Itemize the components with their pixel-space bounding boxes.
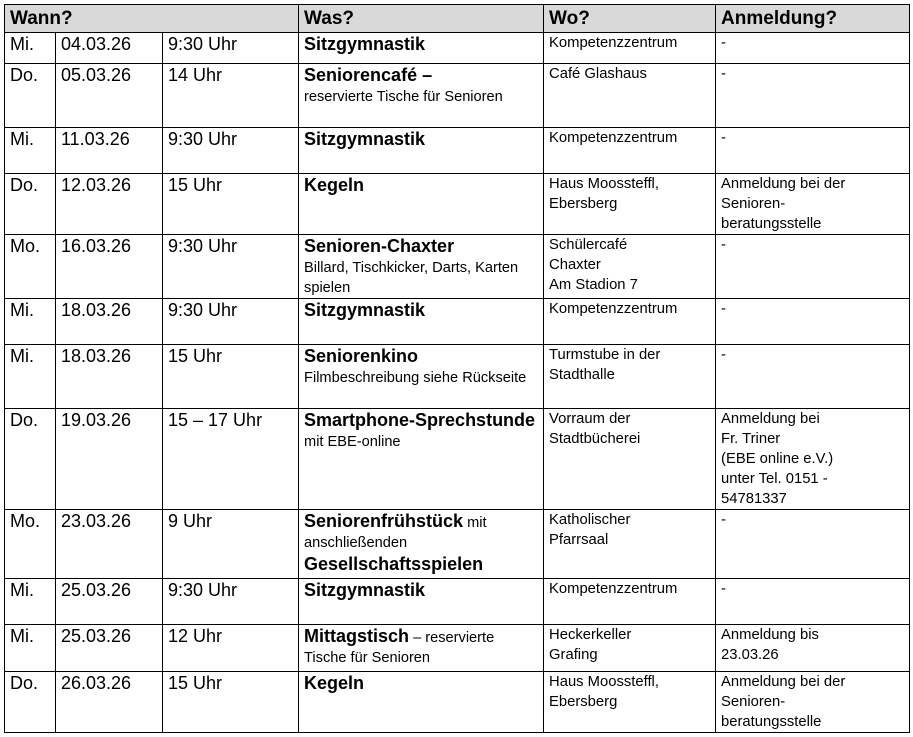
event-title-line [304, 510, 538, 533]
location-line: Kompetenzzentrum [549, 301, 678, 317]
registration-line: Fr. Triner [721, 431, 781, 447]
row-date: 18.03.26 [56, 345, 163, 409]
row-event [299, 299, 544, 345]
location-line: Kompetenzzentrum [549, 35, 678, 51]
row-event [299, 510, 544, 579]
event-title: Kegeln [304, 175, 365, 195]
table-row [5, 235, 910, 299]
row-day: Mi. [5, 299, 56, 345]
table-row [5, 128, 910, 174]
event-title-suffix: mit [463, 515, 487, 531]
event-title-line [304, 299, 538, 322]
event-detail: mit EBE-online [304, 434, 401, 450]
row-event [299, 128, 544, 174]
row-time: 15 Uhr [163, 345, 299, 409]
row-date: 12.03.26 [56, 174, 163, 235]
location-line: Ebersberg [549, 694, 618, 710]
location-line: Kompetenzzentrum [549, 130, 678, 146]
row-time: 9:30 Uhr [163, 579, 299, 625]
row-date: 25.03.26 [56, 579, 163, 625]
event-title-line [304, 64, 538, 87]
row-day: Mi. [5, 625, 56, 672]
row-time: 9:30 Uhr [163, 33, 299, 64]
row-event [299, 345, 544, 409]
row-registration [716, 345, 910, 409]
location-line: Heckerkeller [549, 627, 632, 643]
row-location [544, 174, 716, 235]
row-location [544, 672, 716, 733]
table-row [5, 409, 910, 510]
event-title: Seniorenkino [304, 346, 419, 366]
location-line: Turmstube in der [549, 347, 661, 363]
event-title-line [304, 174, 538, 197]
row-time: 14 Uhr [163, 64, 299, 128]
registration-line: - [721, 66, 726, 82]
registration-line: - [721, 130, 726, 146]
registration-line: - [721, 301, 726, 317]
row-day: Mi. [5, 579, 56, 625]
location-line: Chaxter [549, 257, 601, 273]
row-registration [716, 672, 910, 733]
event-title-continued: Gesellschaftsspielen [304, 554, 484, 574]
row-registration [716, 33, 910, 64]
location-line: Stadtbücherei [549, 431, 641, 447]
row-location [544, 625, 716, 672]
event-title-line [304, 345, 538, 368]
table-row [5, 345, 910, 409]
event-detail: reservierte Tische für Senioren [304, 89, 503, 105]
event-title-line [304, 579, 538, 602]
registration-line: unter Tel. 0151 - [721, 471, 828, 487]
registration-line: Anmeldung bei der [721, 674, 846, 690]
row-day: Mo. [5, 235, 56, 299]
row-date: 26.03.26 [56, 672, 163, 733]
location-line: Katholischer [549, 512, 631, 528]
table-row [5, 672, 910, 733]
location-line: Haus Moossteffl, [549, 674, 659, 690]
registration-line: beratungsstelle [721, 714, 822, 730]
location-line: Haus Moossteffl, [549, 176, 659, 192]
row-registration [716, 128, 910, 174]
table-row [5, 174, 910, 235]
registration-line: 54781337 [721, 491, 787, 507]
registration-line: - [721, 237, 726, 253]
event-detail: Tische für Senioren [304, 650, 431, 666]
header-where: Wo? [544, 5, 716, 33]
row-location [544, 64, 716, 128]
row-day: Mi. [5, 345, 56, 409]
event-title: Kegeln [304, 673, 365, 693]
row-location [544, 510, 716, 579]
location-line: Pfarrsaal [549, 532, 609, 548]
location-line: Stadthalle [549, 367, 615, 383]
location-line: Grafing [549, 647, 598, 663]
event-detail: anschließenden [304, 535, 408, 551]
row-event [299, 235, 544, 299]
registration-line: Anmeldung bis [721, 627, 819, 643]
event-title-line [304, 33, 538, 56]
event-title: Sitzgymnastik [304, 129, 426, 149]
registration-line: - [721, 581, 726, 597]
row-registration [716, 625, 910, 672]
event-title-line [304, 128, 538, 151]
registration-line: Senioren- [721, 694, 786, 710]
event-title: Sitzgymnastik [304, 34, 426, 54]
registration-line: 23.03.26 [721, 647, 779, 663]
event-title-suffix: – reservierte [409, 630, 495, 646]
row-date: 19.03.26 [56, 409, 163, 510]
event-title-line [304, 235, 538, 258]
row-time: 9 Uhr [163, 510, 299, 579]
row-date: 05.03.26 [56, 64, 163, 128]
row-time: 15 – 17 Uhr [163, 409, 299, 510]
table-row [5, 64, 910, 128]
table-row [5, 579, 910, 625]
row-date: 23.03.26 [56, 510, 163, 579]
row-time: 12 Uhr [163, 625, 299, 672]
header-row [5, 5, 910, 33]
row-date: 16.03.26 [56, 235, 163, 299]
location-line: Ebersberg [549, 196, 618, 212]
table-row [5, 625, 910, 672]
registration-line: Anmeldung bei der [721, 176, 846, 192]
event-title: Sitzgymnastik [304, 300, 426, 320]
row-event [299, 409, 544, 510]
registration-line: Anmeldung bei [721, 411, 820, 427]
registration-line: beratungsstelle [721, 216, 822, 232]
row-time: 9:30 Uhr [163, 299, 299, 345]
event-title: Sitzgymnastik [304, 580, 426, 600]
row-registration [716, 510, 910, 579]
row-day: Do. [5, 672, 56, 733]
row-time: 15 Uhr [163, 672, 299, 733]
event-detail: Filmbeschreibung siehe Rückseite [304, 370, 527, 386]
event-title-line [304, 409, 538, 432]
header-what: Was? [299, 5, 544, 33]
row-location [544, 128, 716, 174]
row-time: 9:30 Uhr [163, 128, 299, 174]
row-time: 15 Uhr [163, 174, 299, 235]
row-registration [716, 409, 910, 510]
row-day: Do. [5, 174, 56, 235]
row-registration [716, 235, 910, 299]
row-date: 11.03.26 [56, 128, 163, 174]
event-title: Senioren-Chaxter [304, 236, 455, 256]
row-event [299, 672, 544, 733]
row-event [299, 625, 544, 672]
row-day: Do. [5, 409, 56, 510]
row-date: 04.03.26 [56, 33, 163, 64]
row-event [299, 33, 544, 64]
row-day: Mi. [5, 128, 56, 174]
location-line: Schülercafé [549, 237, 628, 253]
row-event [299, 174, 544, 235]
row-date: 18.03.26 [56, 299, 163, 345]
row-location [544, 235, 716, 299]
row-event [299, 579, 544, 625]
table-row [5, 510, 910, 579]
row-registration [716, 579, 910, 625]
event-title-line [304, 672, 538, 695]
table-row [5, 33, 910, 64]
row-time: 9:30 Uhr [163, 235, 299, 299]
registration-line: - [721, 35, 726, 51]
event-detail: Billard, Tischkicker, Darts, Karten spielen [304, 260, 519, 296]
row-location [544, 579, 716, 625]
location-line: Vorraum der [549, 411, 631, 427]
row-day: Mo. [5, 510, 56, 579]
event-title-suffix: – [417, 65, 433, 85]
header-registration: Anmeldung? [716, 5, 910, 33]
registration-line: - [721, 347, 726, 363]
row-location [544, 299, 716, 345]
row-location [544, 33, 716, 64]
registration-line: - [721, 512, 726, 528]
row-location [544, 345, 716, 409]
schedule-table [4, 4, 910, 733]
table-row [5, 299, 910, 345]
row-day: Do. [5, 64, 56, 128]
row-registration [716, 64, 910, 128]
location-line: Am Stadion 7 [549, 277, 638, 293]
header-when: Wann? [5, 5, 299, 33]
row-registration [716, 299, 910, 345]
event-title: Mittagstisch [304, 626, 410, 646]
event-title: Smartphone-Sprechstunde [304, 410, 536, 430]
event-title-line [304, 625, 538, 648]
location-line: Kompetenzzentrum [549, 581, 678, 597]
registration-line: Senioren- [721, 196, 786, 212]
row-location [544, 409, 716, 510]
location-line: Café Glashaus [549, 66, 647, 82]
row-date: 25.03.26 [56, 625, 163, 672]
registration-line: (EBE online e.V.) [721, 451, 834, 467]
row-registration [716, 174, 910, 235]
event-title: Seniorencafé [304, 65, 418, 85]
row-event [299, 64, 544, 128]
row-day: Mi. [5, 33, 56, 64]
event-title: Seniorenfrühstück [304, 511, 464, 531]
